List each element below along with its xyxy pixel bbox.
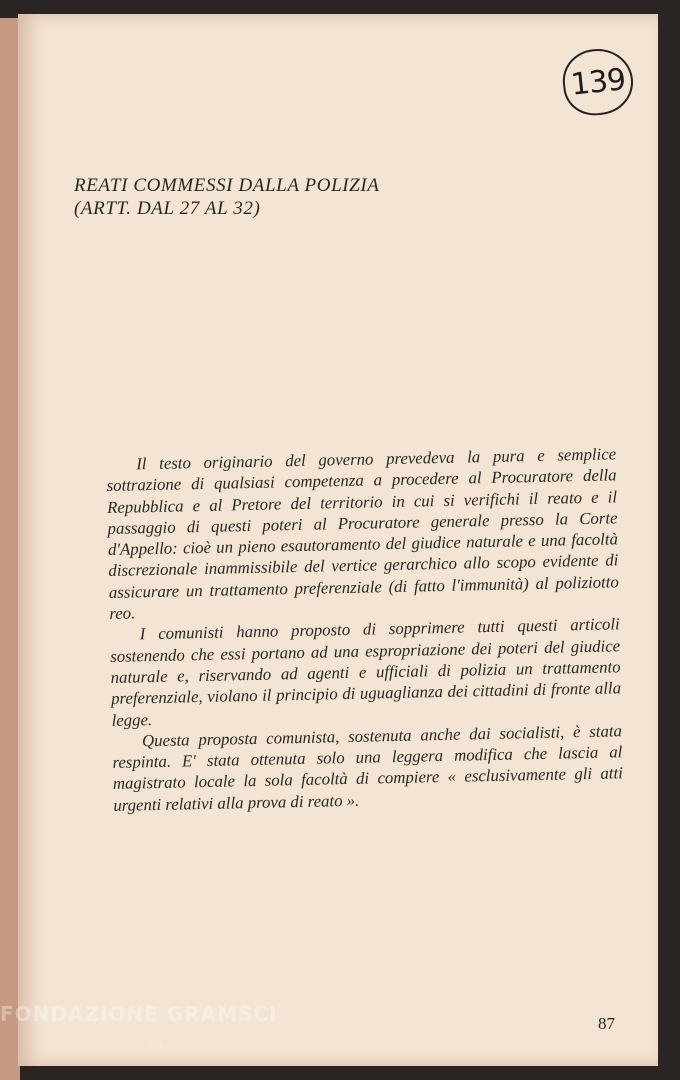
watermark-sub: onlus bbox=[148, 1042, 173, 1052]
title-line-1: REATI COMMESSI DALLA POLIZIA bbox=[74, 175, 380, 196]
watermark: FONDAZIONE GRAMSCI bbox=[0, 1002, 278, 1026]
paragraph: I comunisti hanno proposto di sopprimere tutti questi articoli sostenendo che essi portano ad una espropriazione dei poteri del giudice naturale e, riservando ad agenti e ufficiali di polizia un trattamento preferenziale, violano il principio di uguaglianza dei cittadini di fronte alla legge. bbox=[110, 614, 622, 730]
folio-stamp bbox=[560, 46, 637, 119]
title-line-2: (ARTT. DAL 27 AL 32) bbox=[74, 198, 261, 219]
body-text bbox=[106, 443, 623, 816]
paragraph: Il testo originario del governo prevedeva la pura e semplice sottrazione di qualsiasi competenza a procedere al Procuratore della Repubblica e al Pretore del territorio in cui si verifichi il reato e il passaggio di questi poteri al Procuratore generale presso la Corte d'Appello: cioè un pieno esautoramento del giudice naturale e una facoltà discrezionale inammissibile del vertice gerarchico allo scopo evidente di assicurare un trattamento preferenziale (di fatto l'immunità) al poliziotto reo. bbox=[106, 444, 619, 624]
page-number: 87 bbox=[598, 1014, 615, 1033]
section-title bbox=[74, 174, 474, 220]
paragraph: Questa proposta comunista, sostenuta anche dai socialisti, è stata respinta. E' stata ottenuta solo una leggera modifica che lascia al magistrato locale la sola facoltà di compiere « esclusivamente gli atti urgenti relativi alla prova di reato ». bbox=[112, 721, 623, 815]
scanned-page bbox=[18, 14, 658, 1066]
folio-number: 139 bbox=[569, 61, 627, 103]
page-left-edge bbox=[0, 18, 20, 1080]
